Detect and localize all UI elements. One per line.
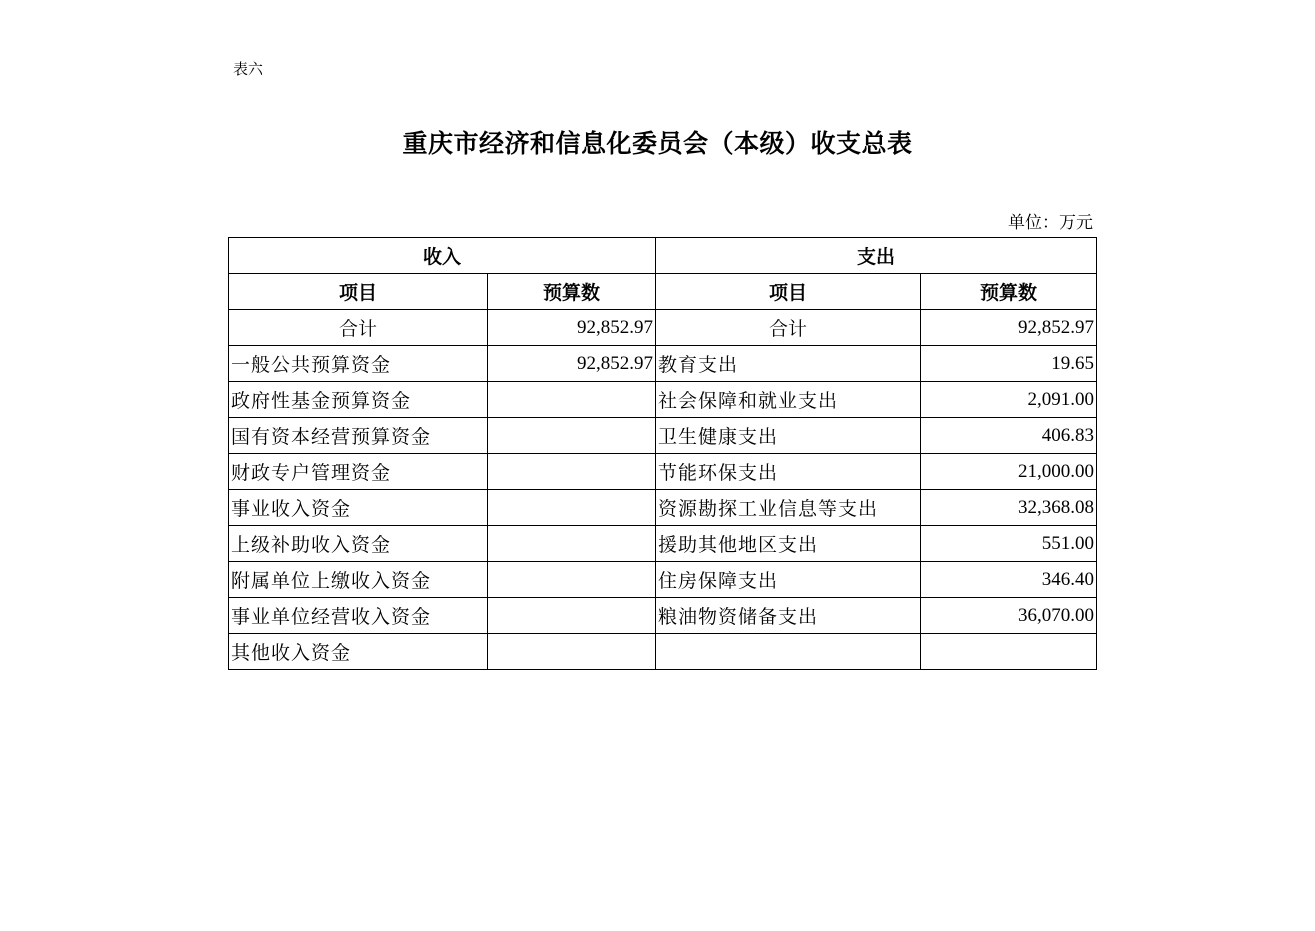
table-row [229, 346, 1097, 382]
table-number-label: 表六 [233, 60, 264, 78]
expense-item: 教育支出 [656, 346, 921, 382]
income-value [488, 490, 656, 526]
income-item: 其他收入资金 [229, 634, 488, 670]
expense-item: 资源勘探工业信息等支出 [656, 490, 921, 526]
table-row [229, 562, 1097, 598]
expense-item: 住房保障支出 [656, 562, 921, 598]
income-value: 92,852.97 [488, 346, 656, 382]
income-item: 事业收入资金 [229, 490, 488, 526]
income-section-header: 收入 [229, 238, 656, 274]
income-total-value: 92,852.97 [488, 310, 656, 346]
section-header-row [229, 238, 1097, 274]
expense-value [921, 634, 1097, 670]
income-item-column-header: 项目 [229, 274, 488, 310]
income-value [488, 454, 656, 490]
expense-item: 援助其他地区支出 [656, 526, 921, 562]
expense-budget-column-header: 预算数 [921, 274, 1097, 310]
expense-item: 节能环保支出 [656, 454, 921, 490]
expense-value: 19.65 [921, 346, 1097, 382]
income-value [488, 562, 656, 598]
expense-item [656, 634, 921, 670]
expense-item-column-header: 项目 [656, 274, 921, 310]
expense-section-header: 支出 [656, 238, 1097, 274]
income-value [488, 634, 656, 670]
expense-value: 346.40 [921, 562, 1097, 598]
expense-value: 406.83 [921, 418, 1097, 454]
expense-total-value: 92,852.97 [921, 310, 1097, 346]
expense-total-label: 合计 [656, 310, 921, 346]
income-item: 财政专户管理资金 [229, 454, 488, 490]
income-item: 国有资本经营预算资金 [229, 418, 488, 454]
total-row [229, 310, 1097, 346]
income-value [488, 382, 656, 418]
table-row [229, 382, 1097, 418]
expense-value: 32,368.08 [921, 490, 1097, 526]
table-row [229, 418, 1097, 454]
income-expense-summary-table [228, 237, 1097, 670]
table-row [229, 454, 1097, 490]
income-item: 政府性基金预算资金 [229, 382, 488, 418]
income-value [488, 418, 656, 454]
income-item: 一般公共预算资金 [229, 346, 488, 382]
expense-value: 2,091.00 [921, 382, 1097, 418]
table-row [229, 634, 1097, 670]
expense-value: 21,000.00 [921, 454, 1097, 490]
expense-item: 粮油物资储备支出 [656, 598, 921, 634]
expense-item: 社会保障和就业支出 [656, 382, 921, 418]
table-row [229, 526, 1097, 562]
expense-value: 36,070.00 [921, 598, 1097, 634]
column-header-row [229, 274, 1097, 310]
income-budget-column-header: 预算数 [488, 274, 656, 310]
income-item: 附属单位上缴收入资金 [229, 562, 488, 598]
income-item: 上级补助收入资金 [229, 526, 488, 562]
income-item: 事业单位经营收入资金 [229, 598, 488, 634]
table-row [229, 490, 1097, 526]
income-total-label: 合计 [229, 310, 488, 346]
expense-value: 551.00 [921, 526, 1097, 562]
income-value [488, 526, 656, 562]
unit-label: 单位：万元 [1008, 213, 1093, 233]
table-row [229, 598, 1097, 634]
document-title: 重庆市经济和信息化委员会（本级）收支总表 [402, 129, 913, 158]
income-value [488, 598, 656, 634]
expense-item: 卫生健康支出 [656, 418, 921, 454]
